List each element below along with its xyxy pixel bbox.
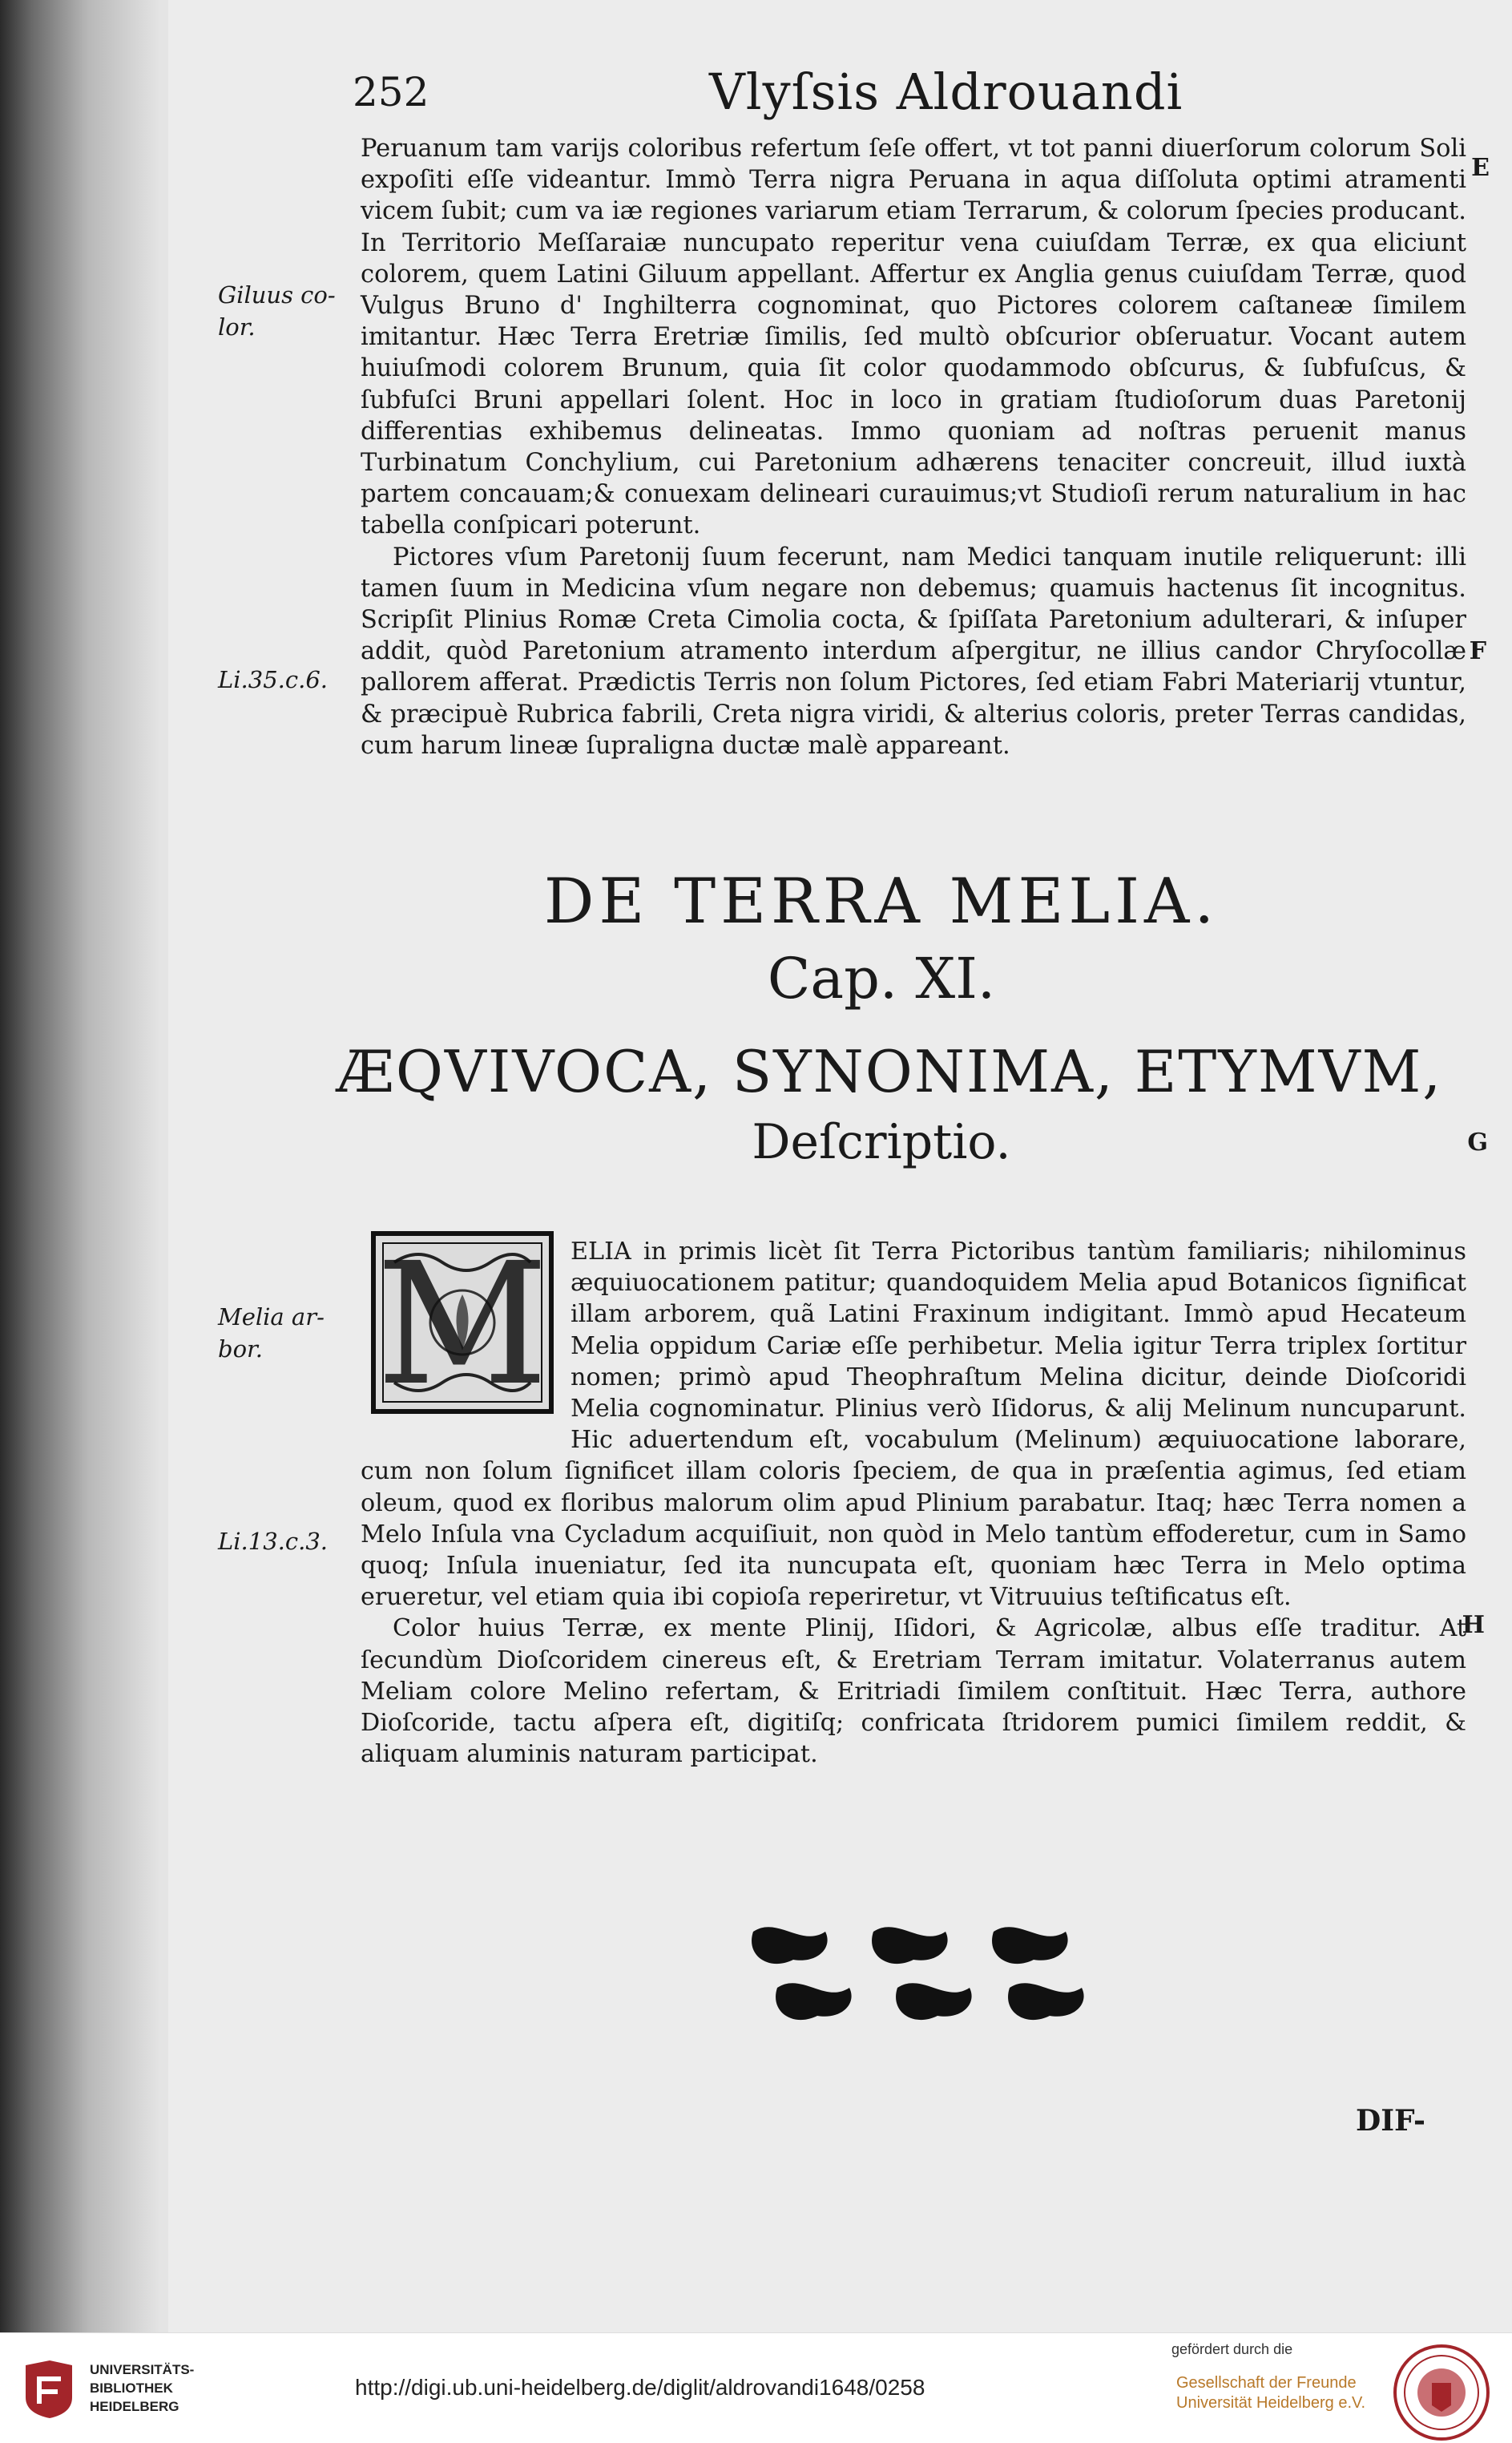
sponsor-caption: gefördert durch die <box>1171 2341 1293 2357</box>
paragraph: ELIA in primis licèt ſit Terra Pictoribus tantùm familiaris; nihilominus æquiuocationem patitur; quandoquidem Melia apud Botanicos ſignificat illam arborem, quã Latini Fraxinum indigitant. Immò apud Hecateum Melia oppidum Cariæ eſſe perhibetur. Melia igitur Terra triplex ſortitur nomen; primò apud Theophraſtum Melina dicitur, deinde Dioſcoridi Melia cognominatur. Plinius verò Iſidorus, & alij Melinum nuncuparunt. Hic aduertendum eſt, vocabulum (Melinum) æquiuocatione laborare, cum non ſolum ſignificet illam coloris ſpeciem, de qua in præſentia agimus, ſed etiam oleum, quod ex floribus malorum olim apud Plinium parabatur. Itaq; hæc Terra nomen a Melo Inſula vna Cycladum acquiſiuit, non quòd in Melo tantùm effoderetur, cum in Samo quoq; Inſula inueniatur, ſed ita nuncupata eſt, quoniam hæc Terra in Melo optima erueretur, vel etiam quia ibi copioſa reperiretur, vt Vitruuius teſtificatus eſt. <box>361 1238 1466 1612</box>
section-subtitle: Deſcriptio. <box>752 1114 1011 1170</box>
section-mark-h: H <box>1462 1611 1485 1639</box>
sponsor-name-line: Universität Heidelberg e.V. <box>1176 2394 1366 2412</box>
body-text-top <box>361 133 1466 761</box>
section-mark-g: G <box>1467 1129 1488 1157</box>
section-mark-e: E <box>1471 154 1490 182</box>
chapter-title: DE TERRA MELIA. <box>543 866 1220 938</box>
paragraph: Peruanum tam varijs coloribus refertum ſeſe offert, vt tot panni diuerſorum colorum Soli expoſiti eſſe videantur. Immò Terra nigra Peruana in aqua diſſoluta optimi atramenti vicem ſubit; cum va iæ regiones variarum etiam Terrarum, & colorum ſpecies producant. In Territorio Meſſaraiæ nuncupato reperitur vena cuiuſdam Terræ, ex qua eliciunt colorem, quem Latini Giluum appellant. Affertur ex Anglia genus cuiuſdam Terræ, quod Vulgus Bruno d' Inghilterra cognominat, quo Pictores colorem caſtaneæ ſimilem imitantur. Hæc Terra Eretriæ ſimilis, ſed multò obſcurior obſeruatur. Vocant autem huiuſmodi colorem Brunum, quia ſit color quodammodo obſcurus, & ſubfuſcus, & ſubfuſci Bruni appellari ſolent. Hoc in loco in gratiam ſtudioſorum duas Paretonij differentias exhibemus delineatas. Immo quoniam ad noſtras peruenit manus Turbinatum Conchylium, cui Paretonium adhærens tenaciter concreuit, illud iuxtà partem concauam;& conuexam delineari curauimus;vt Studioſi rerum naturalium in hac tabella conſpicari poterunt. <box>361 135 1466 540</box>
library-name-line: UNIVERSITÄTS- <box>90 2362 195 2377</box>
permalink-url[interactable]: http://digi.ub.uni-heidelberg.de/diglit/aldrovandi1648/0258 <box>355 2375 925 2400</box>
running-head <box>353 63 1474 127</box>
running-title: Vlyſsis Aldrouandi <box>709 63 1183 121</box>
paragraph: Pictores vſum Paretonij ſuum fecerunt, nam Medici tanquam inutile reliquerunt: illi tamen ſuum in Medicina vſum negare non debemus; quamuis hactenus ſit incognitus. Scripſit Plinius Romæ Creta Cimolia cocta, & ſpiſſata Paretonium adulterari, & inſuper addit, quòd Paretonium atramento interdum aſpergitur, ne illius candor Chryſocollæ pallorem afferat. Prædictis Terris non ſolum Pictores, ſed etiam Fabri Materiarij vtuntur, & præcipuè Rubrica fabrili, Creta nigra viridi, & alterius coloris, preter Terras candidas, cum harum lineæ ſupraligna ductæ malè appareant. <box>361 543 1466 760</box>
library-name-line: BIBLIOTHEK <box>90 2380 173 2396</box>
university-seal-icon <box>1392 2343 1491 2442</box>
initial-spacer <box>361 1236 571 1425</box>
page-number: 252 <box>353 69 429 115</box>
margin-note-plinius-13: Li.13.c.3. <box>218 1528 328 1555</box>
sponsor-name-line: Gesellschaft der Freunde <box>1176 2374 1357 2392</box>
tailpiece-ornament <box>745 1916 1098 2044</box>
body-text-bottom <box>361 1236 1466 1770</box>
paragraph: Color huius Terræ, ex mente Plinij, Iſidori, & Agricolæ, albus eſſe traditur. At ſecundùm Dioſcoridem cinereus eſt, & Eretriam Terram imitatur. Volaterranus autem Meliam colore Melino refertam, & Eritriadi ſimilem conſtituit. Hæc Terra, authore Dioſcoride, tactu aſpera eſt, digitiſq; confricata ſtridorem pumici ſimilem reddit, & aliquam aluminis naturam participat. <box>361 1614 1466 1769</box>
university-library-logo-icon <box>18 2357 80 2420</box>
margin-note-melia-2: bor. <box>218 1335 263 1363</box>
library-name <box>90 2360 194 2416</box>
section-mark-f: F <box>1469 637 1486 665</box>
margin-note-melia-1: Melia ar- <box>218 1303 325 1331</box>
chapter-number: Cap. XI. <box>767 946 996 1012</box>
viewer-footer <box>0 2332 1512 2443</box>
library-name-line: HEIDELBERG <box>90 2399 179 2414</box>
margin-note-gilvus-1: Giluus co- <box>218 281 336 309</box>
margin-note-gilvus-2: lor. <box>218 313 256 341</box>
margin-note-plinius-35: Li.35.c.6. <box>218 666 328 693</box>
catchword: DIF- <box>1356 2104 1425 2138</box>
section-title: ÆQVIVOCA, SYNONIMA, ETYMVM, <box>336 1038 1443 1105</box>
gutter-shadow <box>0 0 168 2332</box>
sponsor-name <box>1176 2373 1365 2413</box>
svg-text:M: M <box>376 1230 549 1415</box>
